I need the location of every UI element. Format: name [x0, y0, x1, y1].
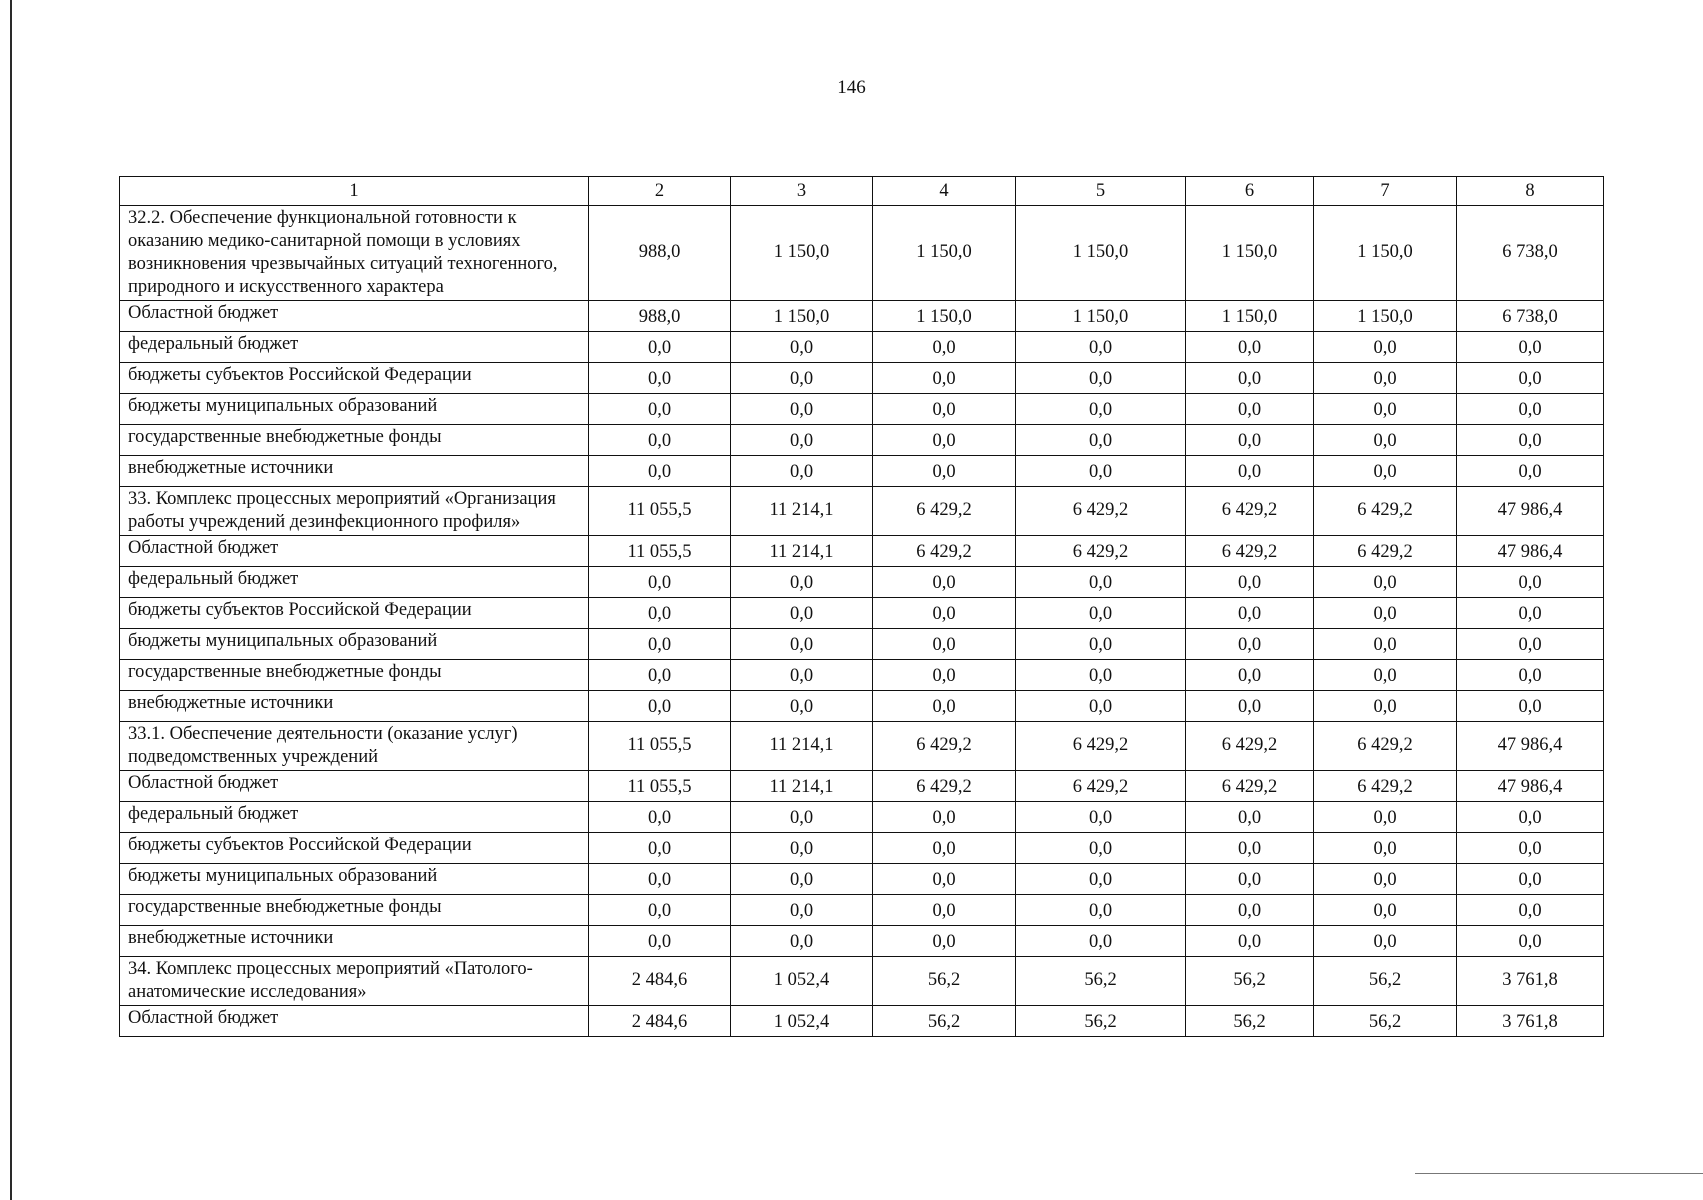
row-label: государственные внебюджетные фонды — [120, 425, 589, 456]
row-label: Областной бюджет — [120, 301, 589, 332]
value-cell: 56,2 — [873, 1006, 1016, 1037]
value-cell: 6 738,0 — [1457, 301, 1604, 332]
value-cell: 0,0 — [1457, 926, 1604, 957]
value-cell: 0,0 — [873, 833, 1016, 864]
value-cell: 0,0 — [731, 567, 873, 598]
value-cell: 6 429,2 — [873, 536, 1016, 567]
value-cell: 0,0 — [873, 363, 1016, 394]
value-cell: 0,0 — [731, 456, 873, 487]
value-cell: 6 429,2 — [873, 722, 1016, 771]
value-cell: 0,0 — [1314, 691, 1457, 722]
value-cell: 1 150,0 — [873, 206, 1016, 301]
value-cell: 0,0 — [731, 598, 873, 629]
value-cell: 0,0 — [731, 363, 873, 394]
value-cell: 0,0 — [731, 833, 873, 864]
header-cell: 2 — [589, 177, 731, 206]
value-cell: 0,0 — [1016, 691, 1186, 722]
value-cell: 6 738,0 — [1457, 206, 1604, 301]
value-cell: 0,0 — [1186, 864, 1314, 895]
value-cell: 0,0 — [1186, 926, 1314, 957]
value-cell: 6 429,2 — [1186, 771, 1314, 802]
value-cell: 0,0 — [731, 332, 873, 363]
table-row — [120, 301, 1604, 332]
value-cell: 0,0 — [1457, 802, 1604, 833]
value-cell: 0,0 — [1314, 802, 1457, 833]
value-cell: 0,0 — [1314, 394, 1457, 425]
value-cell: 0,0 — [1314, 332, 1457, 363]
value-cell: 1 150,0 — [1186, 301, 1314, 332]
value-cell: 11 214,1 — [731, 771, 873, 802]
value-cell: 0,0 — [1016, 332, 1186, 363]
value-cell: 0,0 — [1186, 425, 1314, 456]
table-row — [120, 567, 1604, 598]
value-cell: 6 429,2 — [1314, 536, 1457, 567]
table-body — [120, 177, 1604, 1037]
value-cell: 0,0 — [1186, 833, 1314, 864]
value-cell: 0,0 — [1314, 567, 1457, 598]
value-cell: 6 429,2 — [873, 771, 1016, 802]
value-cell: 0,0 — [1314, 363, 1457, 394]
header-cell: 5 — [1016, 177, 1186, 206]
value-cell: 0,0 — [1314, 864, 1457, 895]
table-row — [120, 629, 1604, 660]
value-cell: 0,0 — [1457, 629, 1604, 660]
value-cell: 988,0 — [589, 301, 731, 332]
header-cell: 3 — [731, 177, 873, 206]
value-cell: 6 429,2 — [1186, 536, 1314, 567]
value-cell: 6 429,2 — [1016, 536, 1186, 567]
value-cell: 6 429,2 — [1314, 487, 1457, 536]
value-cell: 11 055,5 — [589, 771, 731, 802]
row-label: Областной бюджет — [120, 536, 589, 567]
value-cell: 988,0 — [589, 206, 731, 301]
table-row — [120, 363, 1604, 394]
value-cell: 1 150,0 — [1016, 301, 1186, 332]
value-cell: 0,0 — [1186, 598, 1314, 629]
row-label: бюджеты муниципальных образований — [120, 864, 589, 895]
value-cell: 0,0 — [873, 425, 1016, 456]
row-label: федеральный бюджет — [120, 567, 589, 598]
table-row — [120, 957, 1604, 1006]
row-label: бюджеты субъектов Российской Федерации — [120, 598, 589, 629]
value-cell: 0,0 — [731, 802, 873, 833]
value-cell: 0,0 — [1457, 864, 1604, 895]
value-cell: 0,0 — [1186, 363, 1314, 394]
value-cell: 11 214,1 — [731, 722, 873, 771]
row-label: бюджеты муниципальных образований — [120, 629, 589, 660]
table-row — [120, 926, 1604, 957]
row-label: Областной бюджет — [120, 1006, 589, 1037]
value-cell: 0,0 — [873, 567, 1016, 598]
table-header-row — [120, 177, 1604, 206]
value-cell: 0,0 — [1314, 425, 1457, 456]
value-cell: 0,0 — [1016, 567, 1186, 598]
value-cell: 56,2 — [873, 957, 1016, 1006]
value-cell: 6 429,2 — [1186, 487, 1314, 536]
table-row — [120, 802, 1604, 833]
value-cell: 0,0 — [1186, 660, 1314, 691]
value-cell: 2 484,6 — [589, 957, 731, 1006]
value-cell: 0,0 — [1314, 895, 1457, 926]
value-cell: 47 986,4 — [1457, 722, 1604, 771]
header-cell: 8 — [1457, 177, 1604, 206]
value-cell: 0,0 — [873, 332, 1016, 363]
table-row — [120, 425, 1604, 456]
value-cell: 0,0 — [589, 363, 731, 394]
value-cell: 11 214,1 — [731, 536, 873, 567]
row-label: Областной бюджет — [120, 771, 589, 802]
value-cell: 56,2 — [1186, 957, 1314, 1006]
value-cell: 0,0 — [1457, 363, 1604, 394]
table-row — [120, 487, 1604, 536]
value-cell: 3 761,8 — [1457, 1006, 1604, 1037]
value-cell: 6 429,2 — [1186, 722, 1314, 771]
value-cell: 11 055,5 — [589, 722, 731, 771]
value-cell: 0,0 — [1314, 660, 1457, 691]
value-cell: 0,0 — [589, 332, 731, 363]
value-cell: 6 429,2 — [1314, 771, 1457, 802]
value-cell: 0,0 — [873, 598, 1016, 629]
value-cell: 0,0 — [873, 926, 1016, 957]
scan-edge-bottom — [1415, 1173, 1703, 1174]
table-row — [120, 1006, 1604, 1037]
value-cell: 0,0 — [1016, 629, 1186, 660]
table-row — [120, 722, 1604, 771]
value-cell: 11 055,5 — [589, 487, 731, 536]
value-cell: 0,0 — [1314, 926, 1457, 957]
table-row — [120, 536, 1604, 567]
value-cell: 0,0 — [1186, 394, 1314, 425]
value-cell: 1 150,0 — [1314, 301, 1457, 332]
value-cell: 0,0 — [873, 394, 1016, 425]
value-cell: 56,2 — [1314, 1006, 1457, 1037]
row-label: государственные внебюджетные фонды — [120, 660, 589, 691]
value-cell: 0,0 — [873, 895, 1016, 926]
row-label: 32.2. Обеспечение функциональной готовности к оказанию медико-санитарной помощи в условиях возникновения чрезвычайных ситуаций техногенного, природного и искусственного характера — [120, 206, 589, 301]
value-cell: 0,0 — [1016, 660, 1186, 691]
value-cell: 0,0 — [589, 456, 731, 487]
value-cell: 0,0 — [731, 895, 873, 926]
value-cell: 2 484,6 — [589, 1006, 731, 1037]
table-row — [120, 332, 1604, 363]
value-cell: 56,2 — [1186, 1006, 1314, 1037]
value-cell: 0,0 — [589, 833, 731, 864]
value-cell: 0,0 — [1016, 456, 1186, 487]
value-cell: 0,0 — [1016, 802, 1186, 833]
value-cell: 0,0 — [1457, 394, 1604, 425]
value-cell: 0,0 — [1314, 833, 1457, 864]
table-row — [120, 660, 1604, 691]
value-cell: 0,0 — [731, 629, 873, 660]
value-cell: 6 429,2 — [1016, 487, 1186, 536]
value-cell: 11 214,1 — [731, 487, 873, 536]
value-cell: 0,0 — [589, 598, 731, 629]
value-cell: 0,0 — [1457, 598, 1604, 629]
row-label: 33.1. Обеспечение деятельности (оказание услуг) подведомственных учреждений — [120, 722, 589, 771]
value-cell: 0,0 — [1016, 425, 1186, 456]
value-cell: 1 052,4 — [731, 1006, 873, 1037]
value-cell: 0,0 — [873, 660, 1016, 691]
value-cell: 0,0 — [1457, 691, 1604, 722]
scan-edge-left — [10, 0, 12, 1200]
value-cell: 0,0 — [1457, 660, 1604, 691]
value-cell: 6 429,2 — [1016, 771, 1186, 802]
value-cell: 1 150,0 — [873, 301, 1016, 332]
value-cell: 0,0 — [589, 691, 731, 722]
header-cell: 6 — [1186, 177, 1314, 206]
value-cell: 1 150,0 — [731, 206, 873, 301]
value-cell: 0,0 — [589, 629, 731, 660]
value-cell: 0,0 — [731, 425, 873, 456]
value-cell: 0,0 — [1314, 456, 1457, 487]
value-cell: 0,0 — [873, 691, 1016, 722]
value-cell: 0,0 — [589, 926, 731, 957]
value-cell: 1 150,0 — [1016, 206, 1186, 301]
budget-table — [119, 176, 1604, 1037]
table-row — [120, 864, 1604, 895]
value-cell: 0,0 — [1016, 926, 1186, 957]
value-cell: 56,2 — [1314, 957, 1457, 1006]
value-cell: 0,0 — [731, 691, 873, 722]
value-cell: 0,0 — [731, 864, 873, 895]
table-row — [120, 691, 1604, 722]
value-cell: 0,0 — [873, 456, 1016, 487]
value-cell: 0,0 — [873, 629, 1016, 660]
row-label: федеральный бюджет — [120, 802, 589, 833]
row-label: внебюджетные источники — [120, 691, 589, 722]
table-row — [120, 598, 1604, 629]
value-cell: 0,0 — [1186, 456, 1314, 487]
value-cell: 56,2 — [1016, 957, 1186, 1006]
value-cell: 0,0 — [1314, 598, 1457, 629]
value-cell: 11 055,5 — [589, 536, 731, 567]
table-row — [120, 771, 1604, 802]
row-label: бюджеты субъектов Российской Федерации — [120, 833, 589, 864]
value-cell: 0,0 — [1314, 629, 1457, 660]
value-cell: 0,0 — [1457, 332, 1604, 363]
row-label: внебюджетные источники — [120, 926, 589, 957]
value-cell: 1 052,4 — [731, 957, 873, 1006]
value-cell: 0,0 — [873, 864, 1016, 895]
value-cell: 0,0 — [1186, 691, 1314, 722]
value-cell: 0,0 — [1186, 332, 1314, 363]
value-cell: 47 986,4 — [1457, 487, 1604, 536]
value-cell: 47 986,4 — [1457, 536, 1604, 567]
value-cell: 0,0 — [873, 802, 1016, 833]
table-row — [120, 206, 1604, 301]
header-cell: 7 — [1314, 177, 1457, 206]
value-cell: 0,0 — [589, 425, 731, 456]
row-label: 33. Комплекс процессных мероприятий «Организация работы учреждений дезинфекционного профиля» — [120, 487, 589, 536]
value-cell: 0,0 — [1186, 567, 1314, 598]
value-cell: 0,0 — [589, 864, 731, 895]
value-cell: 6 429,2 — [1016, 722, 1186, 771]
value-cell: 0,0 — [1186, 802, 1314, 833]
value-cell: 0,0 — [1016, 895, 1186, 926]
value-cell: 0,0 — [1016, 363, 1186, 394]
page-number: 146 — [837, 77, 866, 98]
value-cell: 0,0 — [1016, 864, 1186, 895]
value-cell: 56,2 — [1016, 1006, 1186, 1037]
header-cell: 1 — [120, 177, 589, 206]
value-cell: 47 986,4 — [1457, 771, 1604, 802]
value-cell: 0,0 — [1457, 833, 1604, 864]
value-cell: 1 150,0 — [1314, 206, 1457, 301]
table-row — [120, 456, 1604, 487]
row-label: бюджеты субъектов Российской Федерации — [120, 363, 589, 394]
value-cell: 0,0 — [589, 394, 731, 425]
value-cell: 0,0 — [1457, 895, 1604, 926]
value-cell: 1 150,0 — [731, 301, 873, 332]
value-cell: 0,0 — [1457, 567, 1604, 598]
value-cell: 0,0 — [1016, 833, 1186, 864]
row-label: внебюджетные источники — [120, 456, 589, 487]
table-row — [120, 394, 1604, 425]
row-label: бюджеты муниципальных образований — [120, 394, 589, 425]
value-cell: 0,0 — [589, 802, 731, 833]
table-row — [120, 895, 1604, 926]
value-cell: 0,0 — [1186, 629, 1314, 660]
value-cell: 3 761,8 — [1457, 957, 1604, 1006]
header-cell: 4 — [873, 177, 1016, 206]
value-cell: 0,0 — [589, 660, 731, 691]
value-cell: 0,0 — [1457, 425, 1604, 456]
table-row — [120, 833, 1604, 864]
value-cell: 0,0 — [1016, 394, 1186, 425]
value-cell: 0,0 — [589, 567, 731, 598]
row-label: государственные внебюджетные фонды — [120, 895, 589, 926]
row-label: 34. Комплекс процессных мероприятий «Патолого-анатомические исследования» — [120, 957, 589, 1006]
row-label: федеральный бюджет — [120, 332, 589, 363]
value-cell: 6 429,2 — [873, 487, 1016, 536]
value-cell: 0,0 — [731, 660, 873, 691]
value-cell: 0,0 — [731, 926, 873, 957]
value-cell: 1 150,0 — [1186, 206, 1314, 301]
value-cell: 6 429,2 — [1314, 722, 1457, 771]
value-cell: 0,0 — [731, 394, 873, 425]
value-cell: 0,0 — [1016, 598, 1186, 629]
value-cell: 0,0 — [589, 895, 731, 926]
value-cell: 0,0 — [1457, 456, 1604, 487]
value-cell: 0,0 — [1186, 895, 1314, 926]
